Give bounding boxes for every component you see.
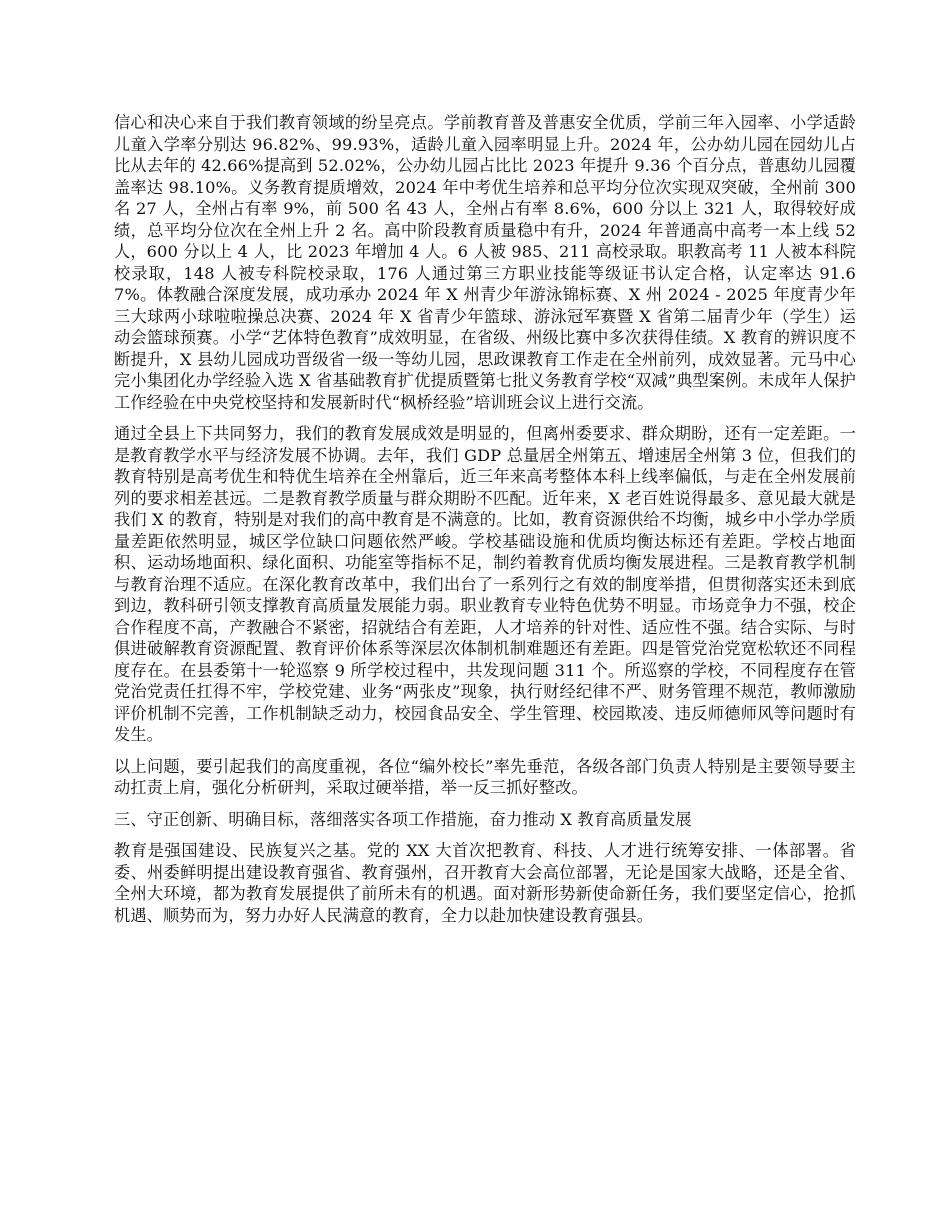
paragraph-achievements: 信心和决心来自于我们教育领域的纷呈亮点。学前教育普及普惠安全优质，学前三年入园率、小学适龄儿童入学率分别达 96.82%、99.93%，适龄儿童入园率明显上升。2024 年，公办幼儿园在园幼儿占比从去年的 42.66%提高到 52.02%，公办幼儿园占比比 2023 年提升 9.36 个百分点，普惠幼儿园覆盖率达 98.10%。义务教育提质增效，2024 年中考优生培养和总平均分位次实现双突破，全州前 300 名 27 人，全州占有率 9%，前 500 名 43 人，全州占有率 8.6%，600 分以上 321 人，取得较好成绩，总平均分位次在全州上升 2 名。高中阶段教育质量稳中有升，2024 年普通高中高考一本上线 52 人，600 分以上 4 人，比 2023 年增加 4 人。6 人被 985、211 高校录取。职教高考 11 人被本科院校录取，148 人被专科院校录取，176 人通过第三方职业技能等级证书认定合格，认定率达 91.67%。体教融合深度发展，成功承办 2024 年 X 州青少年游泳锦标赛、X 州 2024 - 2025 年度青少年三大球两小球啦啦操总决赛、2024 年 X 省青少年篮球、游泳冠军赛暨 X 省第二届青少年（学生）运动会篮球预赛。小学“艺体特色教育”成效明显，在省级、州级比赛中多次获得佳绩。X 教育的辨识度不断提升，X 县幼儿园成功晋级省一级一等幼儿园，思政课教育工作走在全州前列，成效显著。元马中心完小集团化办学经验入选 X 省基础教育扩优提质暨第七批义务教育学校“双减”典型案例。未成年人保护工作经验在中央党校坚持和发展新时代“枫桥经验”培训班会议上进行交流。 bbox=[114, 113, 856, 412]
paragraph-closing: 教育是强国建设、民族复兴之基。党的 XX 大首次把教育、科技、人才进行统筹安排、一体部署。省委、州委鲜明提出建设教育强省、教育强州，召开教育大会高位部署，无论是国家大战略，还是全省、全州大环境，都为教育发展提供了前所未有的机遇。面对新形势新使命新任务，我们要坚定信心，抢抓机遇、顺势而为，努力办好人民满意的教育，全力以赴加快建设教育强县。 bbox=[114, 841, 856, 925]
paragraph-gaps: 通过全县上下共同努力，我们的教育发展成效是明显的，但离州委要求、群众期盼，还有一定差距。一是教育教学水平与经济发展不协调。去年，我们 GDP 总量居全州第五、增速居全州第 3 位，但我们的教育特别是高考优生和特优生培养在全州靠后，近三年来高考整体本科上线率偏低，与走在全州发展前列的要求相差甚远。二是教育教学质量与群众期盼不匹配。近年来，X 老百姓说得最多、意见最大就是我们 X 的教育，特别是对我们的高中教育是不满意的。比如，教育资源供给不均衡，城乡中小学办学质量差距依然明显，城区学位缺口问题依然严峻。学校基础设施和优质均衡达标还有差距。学校占地面积、运动场地面积、绿化面积、功能室等指标不足，制约着教育优质均衡发展进程。三是教育教学机制与教育治理不适应。在深化教育改革中，我们出台了一系列行之有效的制度举措，但贯彻落实还未到底到边，教科研引领支撑教育高质量发展能力弱。职业教育专业特色优势不明显。市场竞争力不强，校企合作程度不高，产教融合不紧密，招就结合有差距，人才培养的针对性、适应性不强。结合实际、与时俱进破解教育资源配置、教育评价体系等深层次体制机制难题还有差距。四是管党治党宽松软还不同程度存在。在县委第十一轮巡察 9 所学校过程中，共发现问题 311 个。所巡察的学校，不同程度存在管党治党责任扛得不牢，学校党建、业务“两张皮”现象，执行财经纪律不严、财务管理不规范，教师激励评价机制不完善，工作机制缺乏动力，校园食品安全、学生管理、校园欺凌、违反师德师风等问题时有发生。 bbox=[114, 424, 856, 744]
document-page bbox=[114, 112, 856, 936]
section-heading: 三、守正创新、明确目标，落细落实各项工作措施，奋力推动 X 教育高质量发展 bbox=[114, 809, 692, 829]
paragraph-rectification: 以上问题，要引起我们的高度重视，各位“编外校长”率先垂范，各级各部门负责人特别是主要领导要主动扛责上肩，强化分析研判，采取过硬举措，举一反三抓好整改。 bbox=[114, 756, 856, 797]
